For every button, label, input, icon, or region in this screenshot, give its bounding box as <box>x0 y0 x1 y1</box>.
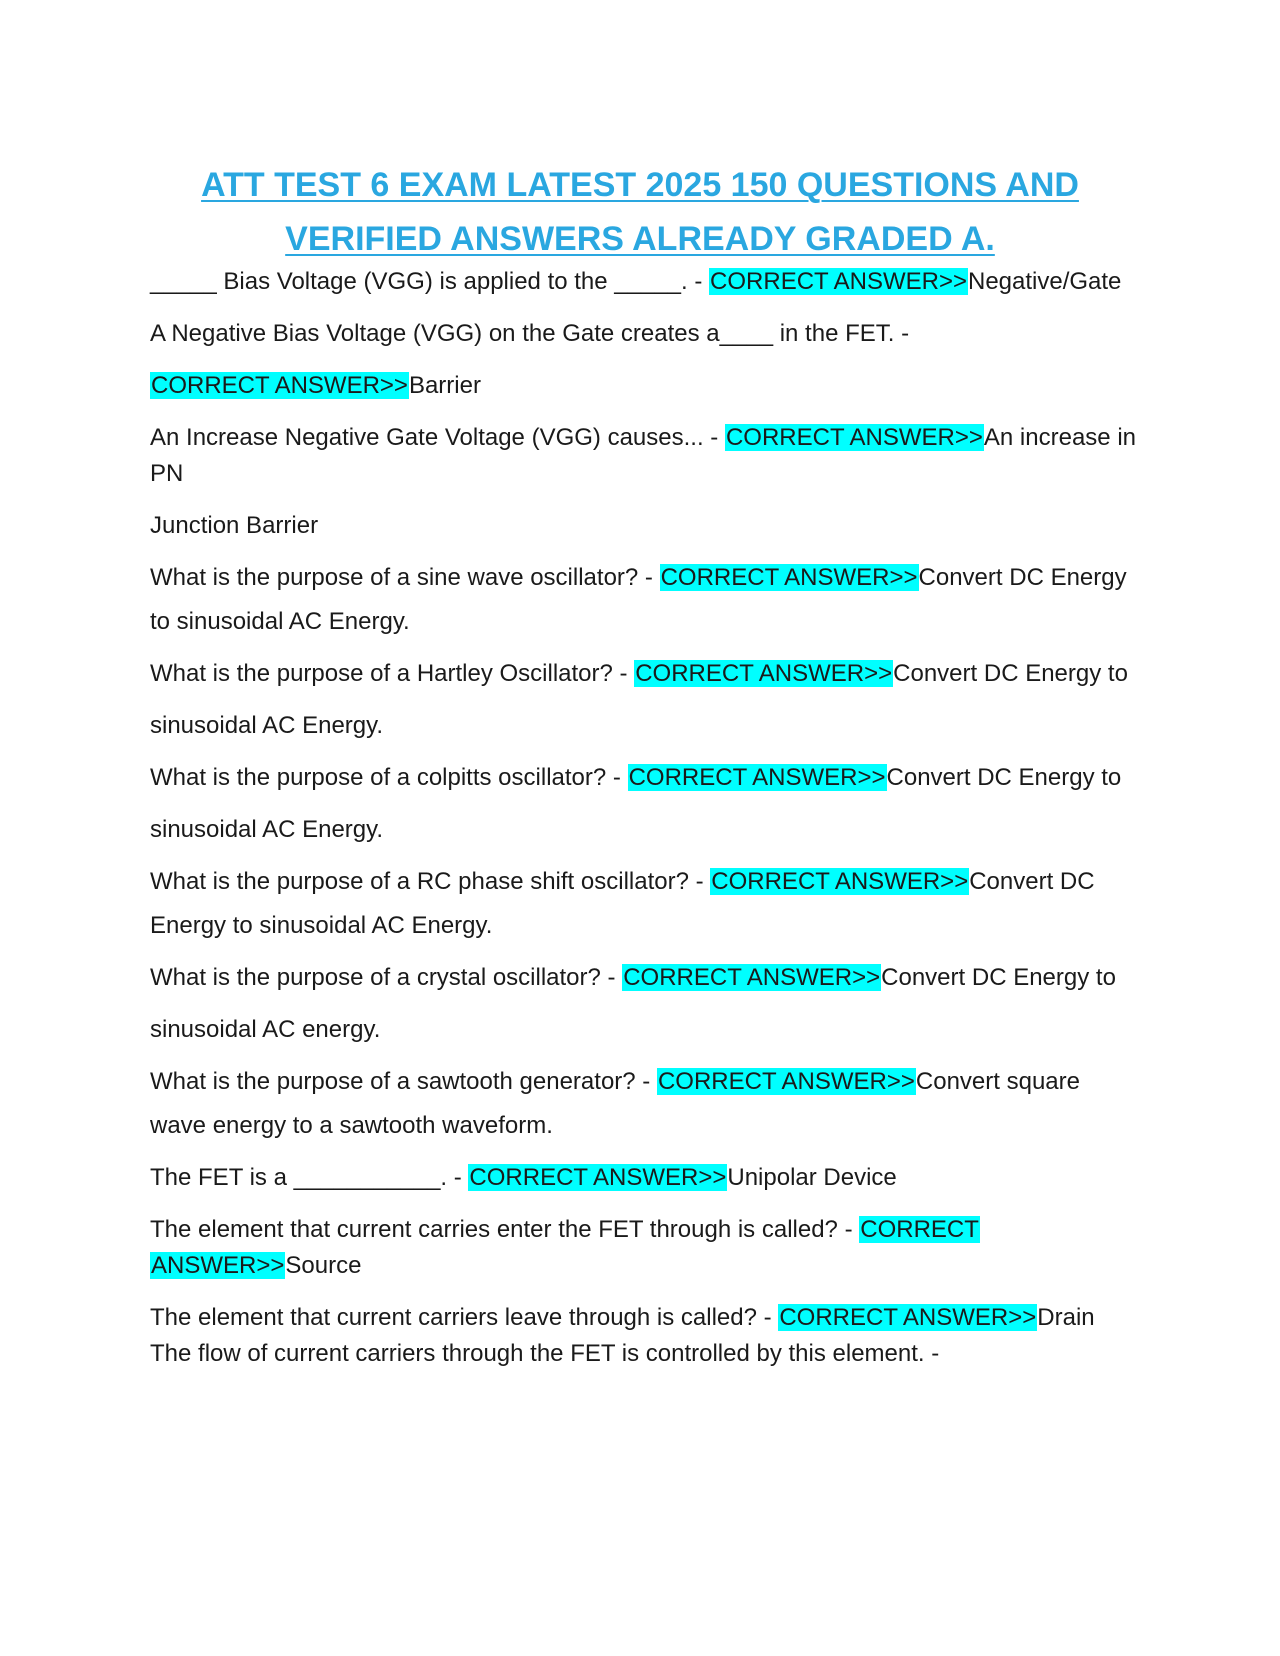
qa-line <box>150 656 1128 692</box>
question-text: wave energy to a sawtooth waveform. <box>150 1112 553 1139</box>
answer-text: Barrier <box>408 372 481 399</box>
answer-marker: CORRECT ANSWER>> <box>657 1068 915 1095</box>
answer-text: Unipolar Device <box>727 1164 897 1191</box>
qa-line <box>150 864 1095 900</box>
question-text: PN <box>150 460 184 487</box>
answer-text: An increase in <box>983 424 1136 451</box>
question-text: The flow of current carriers through the FET is controlled by this element. - <box>150 1340 940 1367</box>
answer-text: Convert DC <box>969 868 1095 895</box>
qa-line <box>150 456 183 492</box>
question-text: sinusoidal AC Energy. <box>150 712 384 739</box>
answer-marker: CORRECT ANSWER>> <box>469 1164 727 1191</box>
answer-text: Drain <box>1037 1304 1095 1331</box>
qa-line <box>150 908 492 944</box>
qa-line <box>150 1300 1095 1336</box>
answer-marker: CORRECT ANSWER>> <box>635 660 893 687</box>
qa-line <box>150 560 1127 596</box>
qa-line <box>150 508 318 544</box>
qa-line <box>150 1160 897 1196</box>
question-text: The FET is a ___________. - <box>150 1164 469 1191</box>
question-text: sinusoidal AC Energy. <box>150 816 384 843</box>
answer-marker: CORRECT ANSWER>> <box>710 268 967 295</box>
qa-line <box>150 1212 980 1248</box>
question-text: Junction Barrier <box>150 512 319 539</box>
answer-marker-part1: CORRECT <box>860 1216 979 1243</box>
answer-text: Negative/Gate <box>967 268 1122 295</box>
qa-line <box>150 1064 1080 1100</box>
qa-line <box>150 368 481 404</box>
answer-marker: CORRECT ANSWER>> <box>628 764 886 791</box>
qa-line <box>150 1012 380 1048</box>
question-text: to sinusoidal AC Energy. <box>150 608 410 635</box>
answer-marker: CORRECT ANSWER>> <box>660 564 918 591</box>
question-text: What is the purpose of a RC phase shift oscillator? - <box>150 868 711 895</box>
answer-marker: CORRECT ANSWER>> <box>151 372 408 399</box>
question-text: _____ Bias Voltage (VGG) is applied to the _____. - <box>150 268 710 295</box>
question-text: What is the purpose of a sine wave oscillator? - <box>150 564 660 591</box>
qa-line <box>150 420 1136 456</box>
qa-line <box>150 960 1116 996</box>
qa-line <box>150 1108 553 1144</box>
answer-text: Convert DC Energy to <box>893 660 1128 687</box>
answer-marker: CORRECT ANSWER>> <box>623 964 881 991</box>
answer-text: Convert square <box>915 1068 1080 1095</box>
qa-line <box>150 316 909 352</box>
document-title <box>150 158 1130 266</box>
answer-text: Convert DC Energy <box>918 564 1127 591</box>
qa-line <box>150 708 383 744</box>
qa-line <box>150 1336 939 1372</box>
qa-line <box>150 760 1121 796</box>
answer-text: Convert DC Energy to <box>886 764 1122 791</box>
question-text: An Increase Negative Gate Voltage (VGG) causes... - <box>150 424 725 451</box>
question-text: What is the purpose of a crystal oscillator? - <box>150 964 623 991</box>
answer-marker: CORRECT ANSWER>> <box>711 868 969 895</box>
answer-marker: CORRECT ANSWER>> <box>779 1304 1037 1331</box>
qa-line <box>150 1248 361 1284</box>
qa-line <box>150 264 1121 300</box>
answer-text: Source <box>285 1252 362 1279</box>
question-text: Energy to sinusoidal AC Energy. <box>150 912 493 939</box>
answer-text: Convert DC Energy to <box>881 964 1116 991</box>
question-text: What is the purpose of a Hartley Oscillator? - <box>150 660 635 687</box>
question-text: What is the purpose of a sawtooth generator? - <box>150 1068 657 1095</box>
answer-marker: CORRECT ANSWER>> <box>725 424 983 451</box>
title-line-2: VERIFIED ANSWERS ALREADY GRADED A. <box>285 220 995 258</box>
title-line-1: ATT TEST 6 EXAM LATEST 2025 150 QUESTIONS AND <box>201 166 1079 204</box>
question-text: The element that current carriers leave through is called? - <box>150 1304 779 1331</box>
question-text: The element that current carries enter the FET through is called? - <box>150 1216 860 1243</box>
question-text: sinusoidal AC energy. <box>150 1016 381 1043</box>
question-text: What is the purpose of a colpitts oscillator? - <box>150 764 628 791</box>
answer-marker-part2: ANSWER>> <box>151 1252 285 1279</box>
qa-line <box>150 812 383 848</box>
question-text: A Negative Bias Voltage (VGG) on the Gate creates a____ in the FET. - <box>150 320 910 347</box>
qa-line <box>150 604 410 640</box>
